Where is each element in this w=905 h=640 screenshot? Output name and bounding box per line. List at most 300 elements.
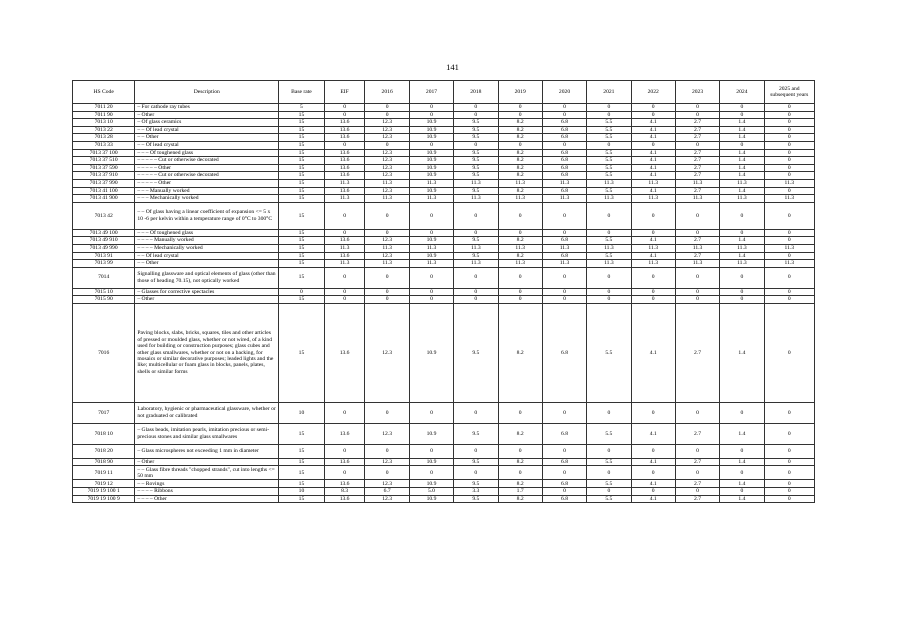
rate-cell: 0 [454,202,498,229]
rate-cell: 4.1 [631,157,675,165]
rate-cell: 0 [542,466,586,480]
rate-cell: 0 [454,267,498,288]
table-row [73,229,815,237]
hs-code-cell: 7018 90 [73,458,135,466]
rate-cell: 15 [279,480,325,488]
rate-cell: 0 [454,288,498,296]
rate-cell: 2.7 [675,252,719,260]
column-header-2024: 2024 [720,81,764,104]
description-cell: – Glass microspheres not exceeding 1 mm in diameter [135,444,279,458]
rate-cell: 10.9 [409,303,453,402]
rate-cell: 4.1 [631,495,675,503]
rate-cell: 15 [279,229,325,237]
rate-cell: 5.5 [587,480,631,488]
rate-cell: 5.5 [587,423,631,444]
rate-cell: 15 [279,187,325,195]
rate-cell: 0 [764,126,814,134]
table-row [73,157,815,165]
rate-cell: 6.8 [542,303,586,402]
description-cell: Laboratory, hygienic or pharmaceutical glassware, whether or not graduated or calibrated [135,402,279,423]
rate-cell: 0 [542,402,586,423]
table-row [73,244,815,252]
rate-cell: 0 [720,488,764,496]
table-row [73,488,815,496]
rate-cell: 5.5 [587,164,631,172]
rate-cell: 0 [631,267,675,288]
rate-cell: 0 [498,111,542,119]
rate-cell: 8.2 [498,237,542,245]
rate-cell: 0 [324,229,365,237]
column-header-2018: 2018 [454,81,498,104]
rate-cell: 0 [587,104,631,112]
rate-cell: 11.3 [631,260,675,268]
column-header-eif: EIF [324,81,365,104]
hs-code-cell: 7013 91 [73,252,135,260]
rate-cell: 6.8 [542,187,586,195]
hs-code-cell: 7013 37 590 [73,164,135,172]
rate-cell: 11.3 [675,260,719,268]
rate-cell: 10.9 [409,164,453,172]
rate-cell: 9.5 [454,134,498,142]
rate-cell: 9.5 [454,458,498,466]
rate-cell: 9.5 [454,187,498,195]
rate-cell: 1.4 [720,119,764,127]
rate-cell: 12.3 [365,495,409,503]
hs-code-cell: 7013 49 910 [73,237,135,245]
hs-code-cell: 7013 33 [73,141,135,149]
rate-cell: 13.6 [324,187,365,195]
rate-cell: 0 [409,267,453,288]
table-row [73,288,815,296]
rate-cell: 12.3 [365,172,409,180]
hs-code-cell: 7013 41 100 [73,187,135,195]
rate-cell: 6.8 [542,126,586,134]
rate-cell: 0 [675,466,719,480]
rate-cell: 0 [631,488,675,496]
rate-cell: 6.8 [542,237,586,245]
rate-cell: 0 [631,402,675,423]
rate-cell: 12.3 [365,149,409,157]
rate-cell: 10 [279,488,325,496]
rate-cell: 8.2 [498,134,542,142]
rate-cell: 8.2 [498,119,542,127]
rate-cell: 0 [675,229,719,237]
rate-cell: 0 [764,141,814,149]
rate-cell: 3.3 [454,488,498,496]
rate-cell: 0 [365,267,409,288]
table-row [73,260,815,268]
rate-cell: 10.9 [409,423,453,444]
description-cell: – Glass beads, imitation pearls, imitation precious or semi-precious stones and similar glass smallwares [135,423,279,444]
rate-cell: 0 [764,157,814,165]
rate-cell: 13.6 [324,480,365,488]
table-row [73,237,815,245]
rate-cell: 0 [324,296,365,304]
rate-cell: 5.5 [587,303,631,402]
rate-cell: 0 [720,296,764,304]
rate-cell: 0 [764,172,814,180]
rate-cell: 0 [324,104,365,112]
rate-cell: 5.5 [587,495,631,503]
rate-cell: 1.4 [720,157,764,165]
rate-cell: 1.4 [720,458,764,466]
rate-cell: 0 [764,458,814,466]
rate-cell: 0 [409,402,453,423]
rate-cell: 6.8 [542,495,586,503]
rate-cell: 0 [542,267,586,288]
column-header-description: Description [135,81,279,104]
table-row [73,119,815,127]
column-header-2020: 2020 [542,81,586,104]
rate-cell: 1.4 [720,172,764,180]
rate-cell: 0 [764,495,814,503]
rate-cell: 0 [542,104,586,112]
table-row [73,149,815,157]
column-header-2021: 2021 [587,81,631,104]
description-cell: – Glasses for corrective spectacles [135,288,279,296]
description-cell: – Other [135,458,279,466]
rate-cell: 5.5 [587,119,631,127]
hs-code-cell: 7013 49 100 [73,229,135,237]
rate-cell: 15 [279,172,325,180]
description-cell: – Of glass ceramics [135,119,279,127]
rate-cell: 8.2 [498,480,542,488]
rate-cell: 4.1 [631,149,675,157]
rate-cell: 0 [365,402,409,423]
rate-cell: 4.1 [631,423,675,444]
rate-cell: 0 [365,141,409,149]
rate-cell: 15 [279,126,325,134]
rate-cell: 6.8 [542,157,586,165]
column-header-2019: 2019 [498,81,542,104]
rate-cell: 0 [764,488,814,496]
table-row [73,423,815,444]
rate-cell: 10.9 [409,172,453,180]
rate-cell: 5.5 [587,149,631,157]
rate-cell: 11.3 [764,260,814,268]
rate-cell: 11.3 [631,244,675,252]
rate-cell: 11.3 [498,179,542,187]
rate-cell: 12.3 [365,134,409,142]
table-row [73,252,815,260]
rate-cell: 12.3 [365,126,409,134]
rate-cell: 10.9 [409,458,453,466]
rate-cell: 10 [279,402,325,423]
rate-cell: 0 [631,288,675,296]
rate-cell: 0 [365,288,409,296]
rate-cell: 0 [498,202,542,229]
rate-cell: 11.3 [498,260,542,268]
rate-cell: 2.7 [675,134,719,142]
rate-cell: 2.7 [675,237,719,245]
rate-cell: 10.9 [409,126,453,134]
rate-cell: 0 [764,104,814,112]
rate-cell: 1.4 [720,237,764,245]
hs-code-cell: 7013 37 100 [73,149,135,157]
rate-cell: 12.3 [365,252,409,260]
rate-cell: 1.4 [720,480,764,488]
table-row [73,466,815,480]
rate-cell: 12.3 [365,458,409,466]
rate-cell: 6.8 [542,164,586,172]
hs-code-cell: 7018 20 [73,444,135,458]
rate-cell: 11.3 [720,195,764,203]
hs-code-cell: 7017 [73,402,135,423]
rate-cell: 0 [764,303,814,402]
rate-cell: 11.3 [409,195,453,203]
description-cell: – For cathode ray tubes [135,104,279,112]
hs-code-cell: 7011 90 [73,111,135,119]
rate-cell: 0 [542,229,586,237]
rate-cell: 0 [454,141,498,149]
rate-cell: 0 [675,141,719,149]
rate-cell: 0 [675,202,719,229]
rate-cell: 6.8 [542,458,586,466]
rate-cell: 10.9 [409,149,453,157]
rate-cell: 11.3 [587,179,631,187]
rate-cell: 0 [764,402,814,423]
rate-cell: 9.5 [454,495,498,503]
rate-cell: 5.5 [587,187,631,195]
rate-cell: 0 [764,423,814,444]
rate-cell: 4.1 [631,172,675,180]
table-row [73,187,815,195]
rate-cell: 4.1 [631,458,675,466]
rate-cell: 0 [587,288,631,296]
rate-cell: 0 [764,134,814,142]
rate-cell: 0 [498,402,542,423]
rate-cell: 0 [631,296,675,304]
rate-cell: 0 [631,104,675,112]
rate-cell: 15 [279,202,325,229]
rate-cell: 0 [675,296,719,304]
hs-code-cell: 7014 [73,267,135,288]
rate-cell: 0 [764,229,814,237]
description-cell: – – – – Ribbons [135,488,279,496]
rate-cell: 12.3 [365,480,409,488]
rate-cell: 15 [279,458,325,466]
rate-cell: 13.6 [324,134,365,142]
rate-cell: 0 [587,267,631,288]
rate-cell: 0 [587,141,631,149]
rate-cell: 0 [409,104,453,112]
column-header-hs-code: HS Code [73,81,135,104]
description-cell: – – Of lead crystal [135,126,279,134]
table-row [73,164,815,172]
rate-cell: 15 [279,244,325,252]
table-row [73,458,815,466]
rate-cell: 2.7 [675,187,719,195]
rate-cell: 11.3 [324,179,365,187]
rate-cell: 0 [587,488,631,496]
rate-cell: 0 [409,466,453,480]
table-row [73,444,815,458]
rate-cell: 9.5 [454,423,498,444]
description-cell: – – Of lead crystal [135,141,279,149]
rate-cell: 5.5 [587,134,631,142]
hs-code-cell: 7015 90 [73,296,135,304]
hs-code-cell: 7013 99 [73,260,135,268]
rate-cell: 8.2 [498,157,542,165]
rate-cell: 0 [764,202,814,229]
rate-cell: 2.7 [675,157,719,165]
rate-cell: 12.3 [365,187,409,195]
rate-cell: 0 [675,288,719,296]
rate-cell: 15 [279,252,325,260]
rate-cell: 0 [587,466,631,480]
description-cell: – – Of glass having a linear coefficient of expansion <= 5 x 10 -6 per kelvin within a temperature range of 0°C to 300°C [135,202,279,229]
rate-cell: 15 [279,296,325,304]
description-cell: – Other [135,296,279,304]
rate-cell: 8.3 [324,488,365,496]
rate-cell: 0 [324,466,365,480]
table-row [73,402,815,423]
rate-cell: 11.3 [764,244,814,252]
rate-cell: 1.4 [720,495,764,503]
rate-cell: 11.3 [587,195,631,203]
rate-cell: 4.1 [631,126,675,134]
rate-cell: 15 [279,195,325,203]
rate-cell: 0 [587,111,631,119]
rate-cell: 4.1 [631,480,675,488]
rate-cell: 11.3 [675,195,719,203]
rate-cell: 0 [764,288,814,296]
table-row [73,104,815,112]
hs-code-cell: 7013 42 [73,202,135,229]
rate-cell: 0 [409,111,453,119]
rate-cell: 0 [409,296,453,304]
rate-cell: 15 [279,111,325,119]
rate-cell: 1.4 [720,423,764,444]
rate-cell: 1.7 [498,488,542,496]
rate-cell: 11.3 [720,260,764,268]
rate-cell: 10.9 [409,134,453,142]
rate-cell: 2.7 [675,423,719,444]
description-cell: – – – – – Cut or otherwise decorated [135,172,279,180]
rate-cell: 15 [279,260,325,268]
rate-cell: 12.3 [365,164,409,172]
rate-cell: 11.3 [631,179,675,187]
rate-cell: 0 [498,296,542,304]
rate-cell: 11.3 [365,195,409,203]
rate-cell: 11.3 [542,260,586,268]
hs-code-cell: 7019 12 [73,480,135,488]
rate-cell: 0 [498,141,542,149]
rate-cell: 15 [279,119,325,127]
rate-cell: 0 [498,444,542,458]
hs-code-cell: 7013 49 990 [73,244,135,252]
rate-cell: 13.6 [324,423,365,444]
rate-cell: 11.3 [365,244,409,252]
rate-cell: 12.3 [365,423,409,444]
rate-cell: 10.9 [409,187,453,195]
rate-cell: 11.3 [324,244,365,252]
rate-cell: 0 [764,466,814,480]
description-cell: – – – – Other [135,495,279,503]
column-header-2023: 2023 [675,81,719,104]
rate-cell: 0 [365,104,409,112]
rate-cell: 0 [720,267,764,288]
rate-cell: 8.2 [498,303,542,402]
rate-cell: 8.2 [498,187,542,195]
description-cell: – – Other [135,260,279,268]
rate-cell: 4.1 [631,187,675,195]
rate-cell: 11.3 [542,244,586,252]
rate-cell: 10.9 [409,495,453,503]
rate-cell: 15 [279,466,325,480]
rate-cell: 11.3 [587,244,631,252]
rate-cell: 2.7 [675,126,719,134]
rate-cell: 11.3 [409,179,453,187]
rate-cell: 5.5 [587,458,631,466]
rate-cell: 13.6 [324,172,365,180]
description-cell: – – – – – Other [135,179,279,187]
hs-code-cell: 7013 37 510 [73,157,135,165]
page-number: 141 [446,62,459,72]
rate-cell: 5.5 [587,172,631,180]
rate-cell: 0 [454,104,498,112]
rate-cell: 1.4 [720,126,764,134]
rate-cell: 6.7 [365,488,409,496]
rate-cell: 13.6 [324,458,365,466]
rate-cell: 6.8 [542,149,586,157]
rate-cell: 13.6 [324,157,365,165]
table-row [73,267,815,288]
rate-cell: 0 [764,119,814,127]
rate-cell: 4.1 [631,134,675,142]
rate-cell: 0 [409,288,453,296]
description-cell: – – – Manually worked [135,187,279,195]
rate-cell: 13.6 [324,126,365,134]
rate-cell: 6.8 [542,134,586,142]
rate-cell: 13.6 [324,252,365,260]
rate-cell: 0 [675,104,719,112]
rate-cell: 11.3 [454,179,498,187]
rate-cell: 0 [631,444,675,458]
rate-cell: 1.4 [720,303,764,402]
rate-cell: 0 [454,402,498,423]
rate-cell: 11.3 [365,260,409,268]
rate-cell: 0 [764,267,814,288]
rate-cell: 15 [279,141,325,149]
table-row [73,179,815,187]
rate-cell: 15 [279,444,325,458]
rate-cell: 0 [454,229,498,237]
rate-cell: 9.5 [454,149,498,157]
hs-code-cell: 7013 10 [73,119,135,127]
description-cell: – – – – – Other [135,164,279,172]
rate-cell: 0 [764,149,814,157]
column-header-2016: 2016 [365,81,409,104]
rate-cell: 0 [454,111,498,119]
rate-cell: 4.1 [631,303,675,402]
hs-code-cell: 7013 37 990 [73,179,135,187]
hs-code-cell: 7013 41 900 [73,195,135,203]
rate-cell: 0 [720,111,764,119]
rate-cell: 15 [279,134,325,142]
rate-cell: 11.3 [454,260,498,268]
rate-cell: 0 [279,288,325,296]
rate-cell: 8.2 [498,149,542,157]
rate-cell: 0 [675,111,719,119]
rate-cell: 9.5 [454,157,498,165]
rate-cell: 0 [587,444,631,458]
rate-cell: 4.1 [631,119,675,127]
rate-cell: 11.3 [764,179,814,187]
rate-cell: 0 [631,466,675,480]
rate-cell: 0 [542,141,586,149]
rate-cell: 13.6 [324,303,365,402]
